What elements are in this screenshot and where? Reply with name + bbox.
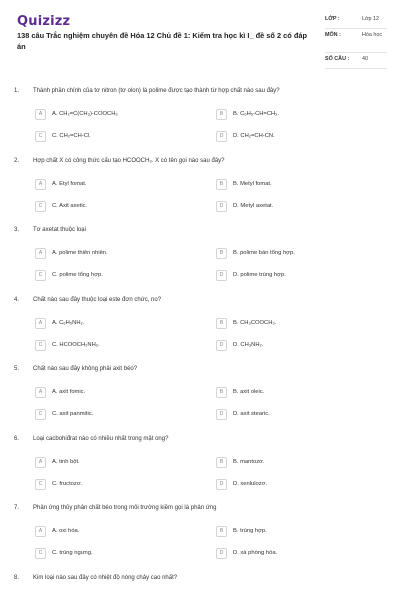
option-a[interactable] bbox=[35, 248, 185, 260]
option-letter-badge: B bbox=[216, 387, 227, 398]
option-letter-badge: A bbox=[35, 526, 46, 537]
option-text: D. axit stearic. bbox=[233, 411, 270, 417]
option-letter-badge: C bbox=[35, 201, 46, 212]
question-list bbox=[0, 88, 400, 600]
option-letter-badge: B bbox=[216, 526, 227, 537]
option-text: C. trùng ngưng. bbox=[52, 550, 93, 556]
meta-row-socau bbox=[325, 53, 387, 69]
option-text: B. C₆H₅-CH=CH₂. bbox=[233, 111, 280, 117]
option-letter-badge: C bbox=[35, 340, 46, 351]
option-d[interactable] bbox=[216, 201, 366, 213]
option-c[interactable] bbox=[35, 131, 185, 143]
option-letter-badge: C bbox=[35, 548, 46, 559]
question-number: 6. bbox=[14, 435, 20, 442]
option-b[interactable] bbox=[216, 179, 366, 191]
document-header bbox=[0, 0, 400, 72]
option-a[interactable] bbox=[35, 318, 185, 330]
option-text: A. Etyl fomat. bbox=[52, 180, 87, 187]
option-text: C. fructozơ. bbox=[52, 480, 83, 487]
option-text: C. Axit axetic. bbox=[52, 202, 88, 209]
meta-label-mon: MÔN : bbox=[325, 32, 341, 38]
option-a[interactable] bbox=[35, 526, 185, 538]
meta-row-lop bbox=[325, 13, 387, 29]
option-b[interactable] bbox=[216, 109, 366, 121]
question-6 bbox=[0, 436, 400, 506]
option-text: C. axit panmitic. bbox=[52, 411, 94, 417]
option-text: D. CH₃NH₂. bbox=[233, 341, 264, 348]
question-number: 7. bbox=[14, 505, 20, 511]
option-letter-badge: D bbox=[216, 409, 227, 420]
question-text: Thành phần chính của tơ nitron (tơ olon) là polime được tạo thành từ hợp chất nào sau đây? bbox=[33, 88, 280, 94]
option-text: C. HCOOCH₂NH₂. bbox=[52, 341, 100, 348]
option-letter-badge: D bbox=[216, 270, 227, 281]
question-text: Chất nào sau đây thuộc loại este đơn chức, no? bbox=[33, 296, 162, 303]
option-letter-badge: B bbox=[216, 457, 227, 468]
option-letter-badge: D bbox=[216, 548, 227, 559]
option-a[interactable] bbox=[35, 179, 185, 191]
quizizz-logo: Quizizz bbox=[17, 14, 71, 29]
meta-label-socau: SỐ CÂU : bbox=[325, 56, 350, 62]
option-b[interactable] bbox=[216, 248, 366, 260]
option-letter-badge: B bbox=[216, 109, 227, 120]
question-number: 4. bbox=[14, 296, 20, 303]
option-b[interactable] bbox=[216, 318, 366, 330]
question-3 bbox=[0, 227, 400, 297]
option-d[interactable] bbox=[216, 340, 366, 352]
meta-value-socau: 40 bbox=[362, 56, 368, 62]
option-letter-badge: A bbox=[35, 387, 46, 398]
option-text: A. C₆H₅NH₂. bbox=[52, 319, 85, 326]
option-letter-badge: A bbox=[35, 318, 46, 329]
question-text: Tơ axetat thuộc loại bbox=[33, 227, 86, 233]
option-letter-badge: A bbox=[35, 109, 46, 120]
question-text: Loại cacbohiđrat nào có nhiều nhất trong mật ong? bbox=[33, 435, 169, 442]
option-a[interactable] bbox=[35, 109, 185, 121]
option-letter-badge: B bbox=[216, 318, 227, 329]
option-letter-badge: D bbox=[216, 340, 227, 351]
question-text: Phản ứng thủy phân chất béo trong môi trường kiềm gọi là phản ứng bbox=[33, 505, 217, 511]
option-letter-badge: A bbox=[35, 179, 46, 190]
option-text: C. CH₂=CH-Cl. bbox=[52, 133, 91, 139]
option-a[interactable] bbox=[35, 457, 185, 469]
option-b[interactable] bbox=[216, 387, 366, 399]
question-number: 1. bbox=[14, 88, 20, 94]
option-text: D. polime trùng hợp. bbox=[233, 272, 286, 278]
question-number: 2. bbox=[14, 157, 20, 164]
option-text: B. trùng hợp. bbox=[233, 528, 267, 534]
option-text: B. axit oleic. bbox=[233, 389, 265, 395]
option-text: A. polime thiên nhiên. bbox=[52, 250, 108, 256]
option-d[interactable] bbox=[216, 270, 366, 282]
option-text: B. Metyl fomat. bbox=[233, 180, 272, 187]
option-a[interactable] bbox=[35, 387, 185, 399]
option-letter-badge: C bbox=[35, 131, 46, 142]
meta-value-lop: Lớp 12 bbox=[362, 16, 380, 22]
option-c[interactable] bbox=[35, 479, 185, 491]
option-text: A. oxi hóa. bbox=[52, 528, 80, 534]
option-letter-badge: B bbox=[216, 179, 227, 190]
meta-row-mon bbox=[325, 29, 387, 53]
option-letter-badge: A bbox=[35, 248, 46, 259]
option-letter-badge: D bbox=[216, 201, 227, 212]
page-title: 138 câu Trắc nghiệm chuyên đề Hóa 12 Chủ đề 1: Kiểm tra học kì I_ đề số 2 có đáp án bbox=[17, 31, 307, 51]
option-letter-badge: D bbox=[216, 131, 227, 142]
option-text: B. polime bán tổng hợp. bbox=[233, 250, 295, 256]
option-letter-badge: D bbox=[216, 479, 227, 490]
meta-value-mon: Hóa học bbox=[362, 32, 383, 38]
option-b[interactable] bbox=[216, 457, 366, 469]
question-number: 5. bbox=[14, 366, 20, 372]
option-text: C. polime tổng hợp. bbox=[52, 272, 103, 278]
option-b[interactable] bbox=[216, 526, 366, 538]
option-text: A. CH₂=C(CH₃)-COOCH₃ bbox=[52, 111, 118, 117]
option-c[interactable] bbox=[35, 548, 185, 560]
question-8 bbox=[0, 575, 400, 600]
option-text: D. xenlulozơ. bbox=[233, 480, 268, 487]
question-number: 8. bbox=[14, 574, 20, 581]
option-d[interactable] bbox=[216, 548, 366, 560]
option-letter-badge: A bbox=[35, 457, 46, 468]
option-c[interactable] bbox=[35, 340, 185, 352]
option-c[interactable] bbox=[35, 409, 185, 421]
option-text: D. Metyl axetat. bbox=[233, 202, 274, 209]
option-letter-badge: B bbox=[216, 248, 227, 259]
question-4 bbox=[0, 297, 400, 367]
option-c[interactable] bbox=[35, 201, 185, 213]
meta-box bbox=[325, 13, 387, 69]
option-text: B. CH₃COOCH₃. bbox=[233, 319, 277, 326]
option-text: D. CH₂=CH-CN. bbox=[233, 133, 275, 139]
option-d[interactable] bbox=[216, 131, 366, 143]
option-text: A. axit fomic. bbox=[52, 389, 86, 395]
question-1 bbox=[0, 88, 400, 158]
question-2 bbox=[0, 158, 400, 228]
meta-label-lop: LỚP : bbox=[325, 16, 340, 22]
option-letter-badge: C bbox=[35, 409, 46, 420]
question-5 bbox=[0, 366, 400, 436]
question-text: Chất nào sau đây không phải axit béo? bbox=[33, 366, 138, 372]
option-d[interactable] bbox=[216, 479, 366, 491]
option-text: D. xà phòng hóa. bbox=[233, 550, 278, 556]
option-c[interactable] bbox=[35, 270, 185, 282]
option-letter-badge: C bbox=[35, 479, 46, 490]
option-d[interactable] bbox=[216, 409, 366, 421]
option-text: B. mantozơ. bbox=[233, 458, 265, 465]
option-letter-badge: C bbox=[35, 270, 46, 281]
question-number: 3. bbox=[14, 227, 20, 233]
question-text: Hợp chất X có công thức cấu tạo HCOOCH₃. X có tên gọi nào sau đây? bbox=[33, 157, 225, 164]
option-text: A. tinh bột. bbox=[52, 458, 80, 465]
question-text: Kim loại nào sau đây có nhiệt độ nóng chảy cao nhất? bbox=[33, 574, 178, 581]
question-7 bbox=[0, 505, 400, 575]
